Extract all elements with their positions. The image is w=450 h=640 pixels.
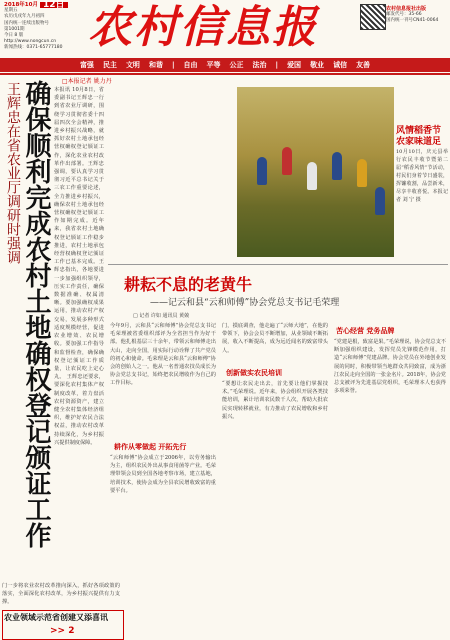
lead-headline: 确保顺利完成农村土地确权登记颁证工作	[21, 80, 51, 548]
newspaper-title: 农村信息报	[88, 2, 318, 53]
feature-col3-subhead: 苦心经营 党务品牌	[336, 326, 395, 335]
photo-figure	[357, 159, 367, 187]
lead-subtitle: 王辉忠在省农业厅调研时强调	[5, 82, 21, 264]
core-values-bar	[0, 58, 450, 72]
lead-text-2: 王辉忠还要求，要深化农村集体产权制度改革，着力盘活农村资源资产，建立健全农村集体经济组织，维护好农民合法权益，推动农村改革持续深化，为乡村振兴提供制度保障。	[54, 374, 104, 446]
feature-col1-text2: “云和师傅”协会成立于2006年，以劳务输出为主，组织农民外出从事食用菌等产业。毛荣理带领会员到全国各地考察市场，建立基地，培训技术，使协会成为全县农民增收致富的重要平台。	[110, 455, 216, 494]
feature-col1-subhead: 耕作从零做起 开拓先行	[114, 442, 187, 451]
publisher-line-3: 国内统一刊号CN41-0064	[386, 18, 439, 23]
photo-caption-title: 风情稻香节 农家味道足	[396, 126, 442, 147]
masthead-line-4: 第1001期	[4, 26, 25, 32]
feature-headline: 耕耘不息的老黄牛	[124, 275, 253, 294]
slogan-item: 敬业	[310, 61, 325, 69]
masthead-line-3: 国内统一连续出版物号	[4, 20, 49, 26]
photo-figure	[307, 162, 317, 190]
section-divider	[108, 264, 448, 265]
slogan-item: 文明	[125, 61, 140, 69]
masthead-line-6: http://www.nongcun.cn	[4, 39, 57, 45]
slogan-divider: |	[275, 61, 279, 69]
lead-byline: □本报记者 姚力丹	[62, 78, 112, 85]
slogan-item: 平等	[206, 61, 221, 69]
masthead-line-7: 新闻热线：0371-65777180	[4, 45, 63, 51]
lead-column-text	[54, 86, 104, 606]
masthead-publisher	[386, 6, 448, 24]
publisher-name: 农村信息报社出版	[386, 6, 427, 12]
bottom-teaser-title: 农业领域示范省创建又添喜讯	[4, 612, 108, 622]
masthead-issue-number: 12日	[40, 2, 68, 8]
masthead-line-2: 农历戊戌年九月初四	[4, 14, 45, 20]
feature-byline: □ 记者 许如 通讯员 黄兢	[133, 313, 190, 319]
harvest-photo	[237, 87, 394, 257]
feature-col1-text: 今年9月，云和县“云和师傅”协会党总支书记毛荣理被省委组织部评为全省担当作为好干部。他扎根基层三十余年，带领云和师傅走出大山，走向全国，用实际行动诠释了共产党员的初心和使命。毛荣理是云和县“云和师傅”协会的创始人之一。他从一名普通农技员成长为协会党总支书记，始终把农民增收作为自己的工作目标。	[110, 323, 216, 387]
slogan-item: 法治	[252, 61, 267, 69]
slogan-item: 和谐	[148, 61, 163, 69]
slogan-item: 爱国	[287, 61, 302, 69]
slogan-item: 公正	[229, 61, 244, 69]
lead-bottom-note: 门一步将农业农村改革推向深入，抓好各项政策的落实，全面深化农村改革，为乡村振兴提供有力支撑。	[2, 583, 120, 606]
feature-subtitle: ——记云和县“云和师傅”协会党总支书记毛荣理	[150, 298, 340, 308]
feature-col2-subhead: 创新做实农民培训	[226, 368, 282, 377]
slogan-item: 诚信	[333, 61, 348, 69]
masthead-divider	[0, 73, 450, 75]
slogan-item: 民主	[102, 61, 117, 69]
masthead-line-1: 星期五	[4, 8, 18, 14]
photo-figure	[375, 187, 385, 215]
masthead-info	[4, 2, 74, 52]
photo-figure	[332, 152, 342, 180]
masthead-line-5: 今日 8 版	[4, 33, 24, 39]
slogan-item: 富强	[79, 61, 94, 69]
photo-caption-text: 10月10日，庆元县举行农民丰收节暨第二届“稻香风情”节活动，村民们身着节日盛装，挥镰收割，品尝新米，尽享丰收喜悦。本报记者 刘 宁 摄	[396, 149, 448, 203]
feature-col2-text2: “要想让农民走出去，首先要让他们掌握技术。”毛荣理说。近年来，协会组织开展各类技能培训，累计培训农民数千人次，帮助大批农民实现转移就业，有力推动了农民增收和乡村振兴。	[222, 381, 328, 420]
photo-figure	[257, 157, 267, 185]
qr-code-icon	[360, 4, 386, 30]
publisher-line-2: 邮发代号：35-66	[386, 12, 422, 17]
feature-col3-text: “党建是根，致富是果。”毛荣理说，协会党总支不断加强组织建设，发挥党员先锋模范作用，打造“云和师傅”党建品牌。协会党员在外地创业发展的同时，积极带领当地群众共同致富，成为浙江农民走向全国的一张金名片。2018年，协会党总支被评为先进基层党组织，毛荣理本人也获得多项荣誉。	[334, 339, 446, 395]
feature-col2-text: 门，摸底调查，他走遍了“云师大地”，在他的带领下，协会会员不断增加，从业领域不断拓展，收入不断提高，成为远近闻名的致富带头人。	[222, 323, 328, 354]
bottom-teaser-more-link[interactable]: >> 2	[50, 626, 75, 636]
masthead-date: 2018年10月	[4, 2, 38, 8]
slogan-item: 自由	[183, 61, 198, 69]
photo-figure	[282, 147, 292, 175]
slogan-divider: |	[171, 61, 175, 69]
lead-text-1: 本报讯 10月8日，省委副书记王辉忠一行到省农业厅调研，围绕学习贯彻省委十四届四次全会精神，推进乡村振兴战略，就抓好农村土地承包经营权确权登记颁证工作，深化农业农村改革作出部署。王辉忠强调，要认真学习贯彻习近平总书记关于三农工作重要论述，全力推进乡村振兴，确保农村土地承包经营权确权登记颁证工作如期完成。近年来，我省农村土地确权登记颁证工作稳步推进，农村土地承包经营权确权登记颁证工作已基本完成。王辉忠指出，各地要进一步加强组织领导，压实工作责任，确保数据准确、权属清晰。要加强确权成果运用，推动农村产权交易，发展多种形式适度规模经营，促进农业增效、农民增收。要加强工作指导和监督检查，确保确权登记颁证工作质量，让农民吃上定心丸。	[54, 87, 104, 381]
slogan-item: 友善	[356, 61, 371, 69]
